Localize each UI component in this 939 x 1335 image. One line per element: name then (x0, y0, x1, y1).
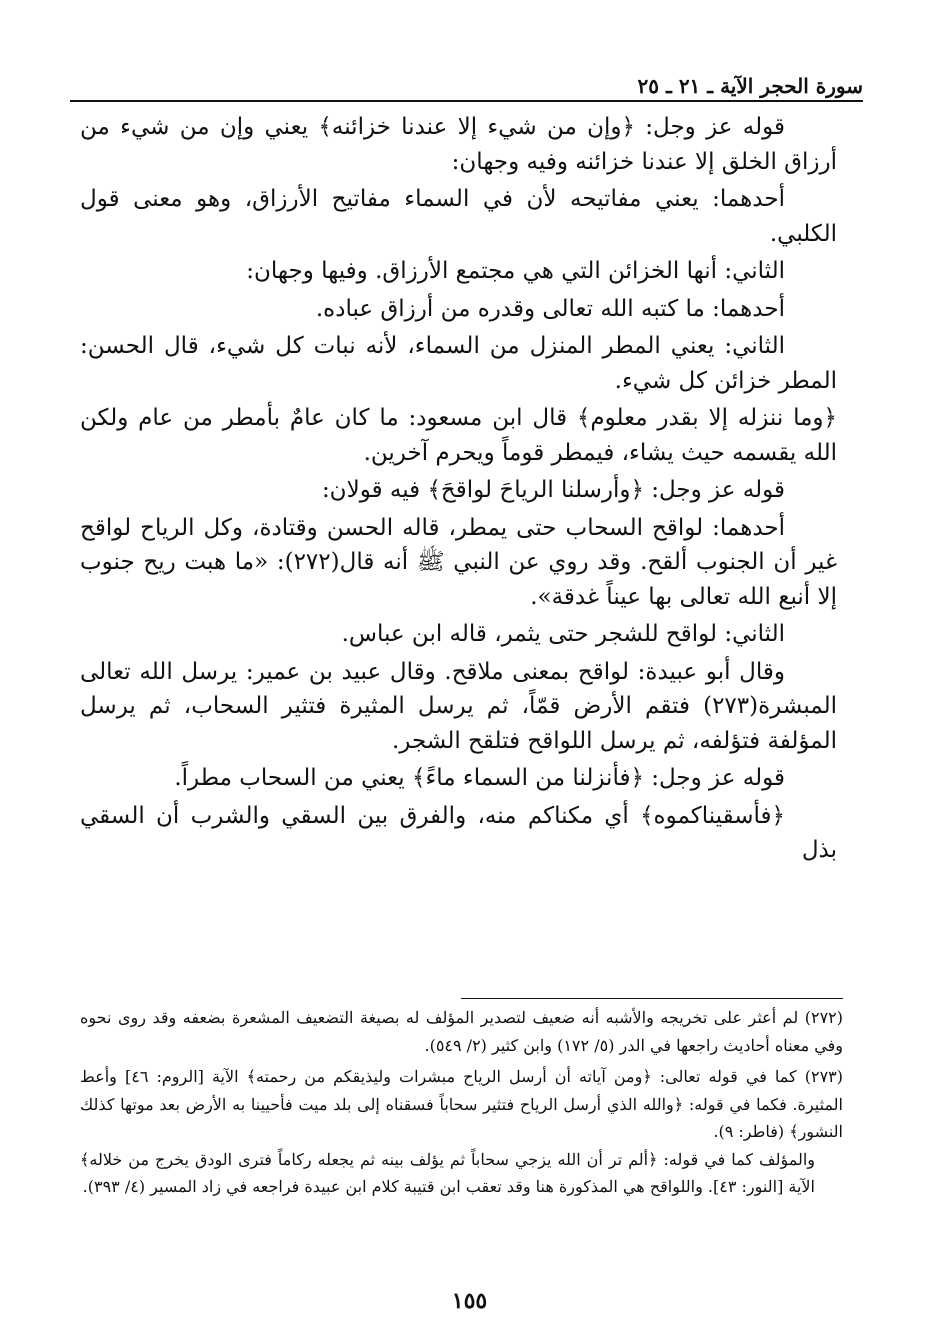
paragraph: أحدهما: يعني مفاتيحه لأن في السماء مفاتيح الأرزاق، وهو معنى قول الكلبي. (80, 186, 837, 247)
paragraph: قوله عز وجل: ﴿وإن من شيء إلا عندنا خزائنه﴾ يعني وإن من شيء من أرزاق الخلق إلا عندنا خزائنه وفيه وجهان: (80, 114, 837, 175)
paragraph: ﴿وما ننزله إلا بقدر معلوم﴾ قال ابن مسعود: ما كان عامٌ بأمطر من عام ولكن الله يقسمه حيث يشاء، فيمطر قوماً ويحرم آخرين. (80, 405, 837, 466)
paragraph: أحدهما: لواقح السحاب حتى يمطر، قاله الحسن وقتادة، وكل الرياح لواقح غير أن الجنوب ألقح. وقد روي عن النبي ﷺ أنه قال(٢٧٢): «ما هبت ريح جنوب إلا أنبع الله تعالى بها عيناً غدقة». (80, 514, 838, 610)
paragraph: قوله عز وجل: ﴿وأرسلنا الرياحَ لواقحَ﴾ فيه قولان: (321, 477, 785, 503)
header-rule (70, 100, 863, 102)
paragraph: ﴿فأسقيناكموه﴾ أي مكناكم منه، والفرق بين السقي والشرب أن السقي بذل (80, 802, 837, 863)
running-header (70, 58, 863, 102)
paragraph: الثاني: يعني المطر المنزل من السماء، لأنه نبات كل شيء، قال الحسن: المطر خزائن كل شيء. (80, 333, 837, 394)
footnote: (٢٧٢) لم أعثر على تخريجه والأشبه أنه ضعيف لتصدير المؤلف له بصيغة التضعيف المشعرة بضعفه وقد روى نحوه وفي معناه أحاديث راجعها في الدر (٥/ ١٧٢) وابن كثير (٢/ ٥٤٩). (80, 1008, 844, 1055)
paragraph: أحدهما: ما كتبه الله تعالى وقدره من أرزاق عباده. (315, 295, 785, 322)
footnotes (80, 1004, 843, 1205)
main-text (80, 110, 837, 871)
running-header-title: سورة الحجر الآية ـ ٢١ ـ ٢٥ (637, 74, 863, 98)
page-number: ١٥٥ (451, 1288, 488, 1314)
paragraph: قوله عز وجل: ﴿فأنزلنا من السماء ماءً﴾ يعني من السحاب مطراً. (174, 765, 785, 791)
paragraph: وقال أبو عبيدة: لواقح بمعنى ملاقح. وقال عبيد بن عمير: يرسل الله تعالى المبشرة(٢٧٣) فتقم الأرض قمّاً، ثم يرسل المثيرة فتثير السحاب، ثم يرسل المؤلفة فتؤلفه، ثم يرسل اللواقح فتلقح الشجر. (80, 658, 837, 754)
footnote: (٢٧٣) كما في قوله تعالى: ﴿ومن آياته أن أرسل الرياح مبشرات وليذيقكم من رحمته﴾ الآية [الروم: ٤٦] وأعط المثيرة. فكما في قوله: ﴿والله الذي أرسل الرياح فتثير سحاباً فسقناه إلى بلد ميت فأحيينا به الأرض بعد موتها كذلك النشور﴾ (فاطر: ٩). (80, 1067, 844, 1142)
paragraph: الثاني: أنها الخزائن التي هي مجتمع الأرزاق. وفيها وجهان: (246, 258, 785, 284)
footnote-rule (461, 998, 843, 999)
footnote-continuation: والمؤلف كما في قوله: ﴿ألم تر أن الله يزجي سحاباً ثم يؤلف بينه ثم يجعله ركاماً فترى الودق يخرج من خلاله﴾ الآية [النور: ٤٣]. واللواقح هي المذكورة هنا وقد تعقب ابن قتيبة كلام ابن عبيدة فراجعه في زاد المسير (٤/ ٣٩٣). (80, 1149, 815, 1197)
paragraph: الثاني: لواقح للشجر حتى يثمر، قاله ابن عباس. (341, 621, 785, 647)
